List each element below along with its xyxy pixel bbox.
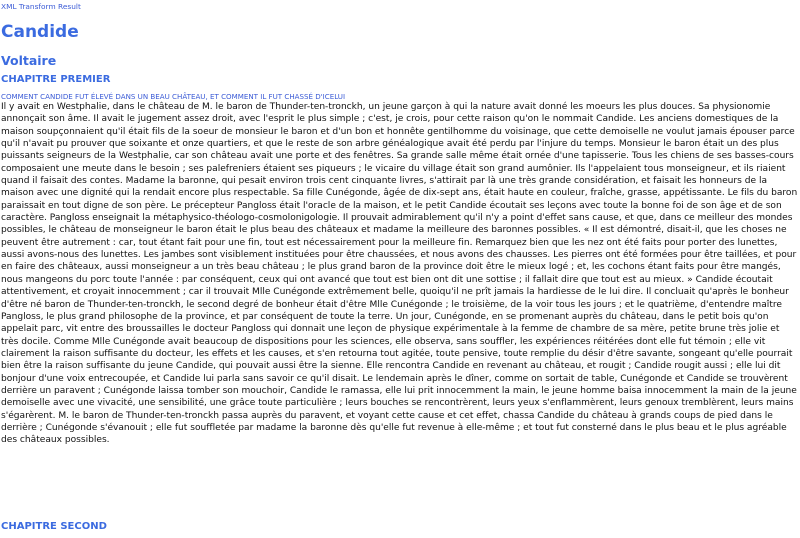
xml-transform-label: XML Transform Result: [1, 2, 81, 11]
chapter-text-1: Il y avait en Westphalie, dans le château de M. le baron de Thunder-ten-tronckh, un jeune garçon à qui la nature avait donné les moeurs les plus douces. Sa physionomie annonçait son âme. Il avait le jugement assez droit, avec l'esprit le plus simple ; c'est, je crois, pour cette raison qu'on le nommait Candide. Les anciens domestiques de la maison soupçonnaient qu'il était fils de la soeur de monsieur le baron et d'un bon et honnête gentilhomme du voisinage, que cette demoiselle ne voulut jamais épouser parce qu'il n'avait pu prouver que soixante et onze quartiers, et que le reste de son arbre généalogique avait été perdu par l'injure du temps. Monsieur le baron était un des plus puissants seigneurs de la Westphalie, car son château avait une porte et des fenêtres. Sa grande salle même était ornée d'une tapisserie. Tous les chiens de ses basses-cours composaient une meute dans le besoin ; ses palefreniers étaient ses piqueurs ; le vicaire du village était son grand aumônier. Ils l'appelaient tous monseigneur, et ils riaient quand il faisait des contes. Madame la baronne, qui pesait environ trois cent cinquante livres, s'attirait par là une très grande considération, et faisait les honneurs de la maison avec une dignité qui la rendait encore plus respectable. Sa fille Cunégonde, âgée de dix-sept ans, était haute en couleur, fraîche, grasse, appétissante. Le fils du baron paraissait en tout digne de son père. Le précepteur Pangloss était l'oracle de la maison, et le petit Candide écoutait ses leçons avec toute la bonne foi de son âge et de son caractère. Pangloss enseignait la métaphysico-théologo-cosmolonigologie. Il prouvait admirablement qu'il n'y a point d'effet sans cause, et que, dans ce meilleur des mondes possibles, le château de monseigneur le baron était le plus beau des châteaux et madame la meilleure des baronnes possibles. « Il est démontré, disait-il, que les choses ne peuvent être autrement : car, tout étant fait pour une fin, tout est nécessairement pour la meilleure fin. Remarquez bien que les nez ont été faits pour porter des lunettes, aussi avons-nous des lunettes. Les jambes sont visiblement instituées pour être chaussées, et nous avons des chausses. Les pierres ont été formées pour être taillées, et pour en faire des châteaux, aussi monseigneur a un très beau château ; le plus grand baron de la province doit être le mieux logé ; et, les cochons étant faits pour être mangés, nous mangeons du porc toute l'année : par conséquent, ceux qui ont avancé que tout est bien ont dit une sottise ; il fallait dire que tout est au mieux. » Candide écoutait attentivement, et croyait innocemment ; car il trouvait Mlle Cunégonde extrêmement belle, quoiqu'il ne prît jamais la hardiesse de le lui dire. Il concluait qu'après le bonheur d'être né baron de Thunder-ten-tronckh, le second degré de bonheur était d'être Mlle Cunégonde ; le troisième, de la voir tous les jours ; et le quatrième, d'entendre maître Pangloss, le plus grand philosophe de la province, et par conséquent de toute la terre. Un jour, Cunégonde, en se promenant auprès du château, dans le petit bois qu'on appelait parc, vit entre des broussailles le docteur Pangloss qui donnait une leçon de physique expérimentale à la femme de chambre de sa mère, petite brune très jolie et très docile. Comme Mlle Cunégonde avait beaucoup de dispositions pour les sciences, elle observa, sans souffler, les expériences réitérées dont elle fut témoin ; elle vit clairement la raison suffisante du docteur, les effets et les causes, et s'en retourna tout agitée, toute pensive, toute remplie du désir d'être savante, songeant qu'elle pourrait bien être la raison suffisante du jeune Candide, qui pouvait aussi être la sienne. Elle rencontra Candide en revenant au château, et rougit ; Candide rougit aussi ; elle lui dit bonjour d'une voix entrecoupée, et Candide lui parla sans savoir ce qu'il disait. Le lendemain après le dîner, comme on sortait de table, Cunégonde et Candide se trouvèrent derrière un paravent ; Cunégonde laissa tomber son mouchoir, Candide le ramassa, elle lui prit innocemment la main, le jeune homme baisa innocemment la main de la jeune demoiselle avec une vivacité, une sensibilité, une grâce toute particulière ; leurs bouches se rencontrèrent, leurs yeux s'enflammèrent, leurs genoux tremblèrent, leurs mains s'égarèrent. M. le baron de Thunder-ten-tronckh passa auprès du paravent, et voyant cette cause et cet effet, chassa Candide du château à grands coups de pied dans le derrière ; Cunégonde s'évanouit ; elle fut souffletée par madame la baronne dès qu'elle fut revenue à elle-même ; et tout fut consterné dans le plus beau et le plus agréable des châteaux possibles.: [1, 102, 798, 446]
chapter-heading-2: CHAPITRE SECOND: [1, 521, 107, 532]
chapter-heading-1: CHAPITRE PREMIER: [1, 74, 111, 85]
book-author: Voltaire: [1, 53, 57, 68]
chapter-subtitle-1: COMMENT CANDIDE FUT ÉLEVÉ DANS UN BEAU CHÂTEAU, ET COMMENT IL FUT CHASSÉ D'ICELUI: [1, 92, 346, 101]
book-title: Candide: [1, 22, 79, 42]
